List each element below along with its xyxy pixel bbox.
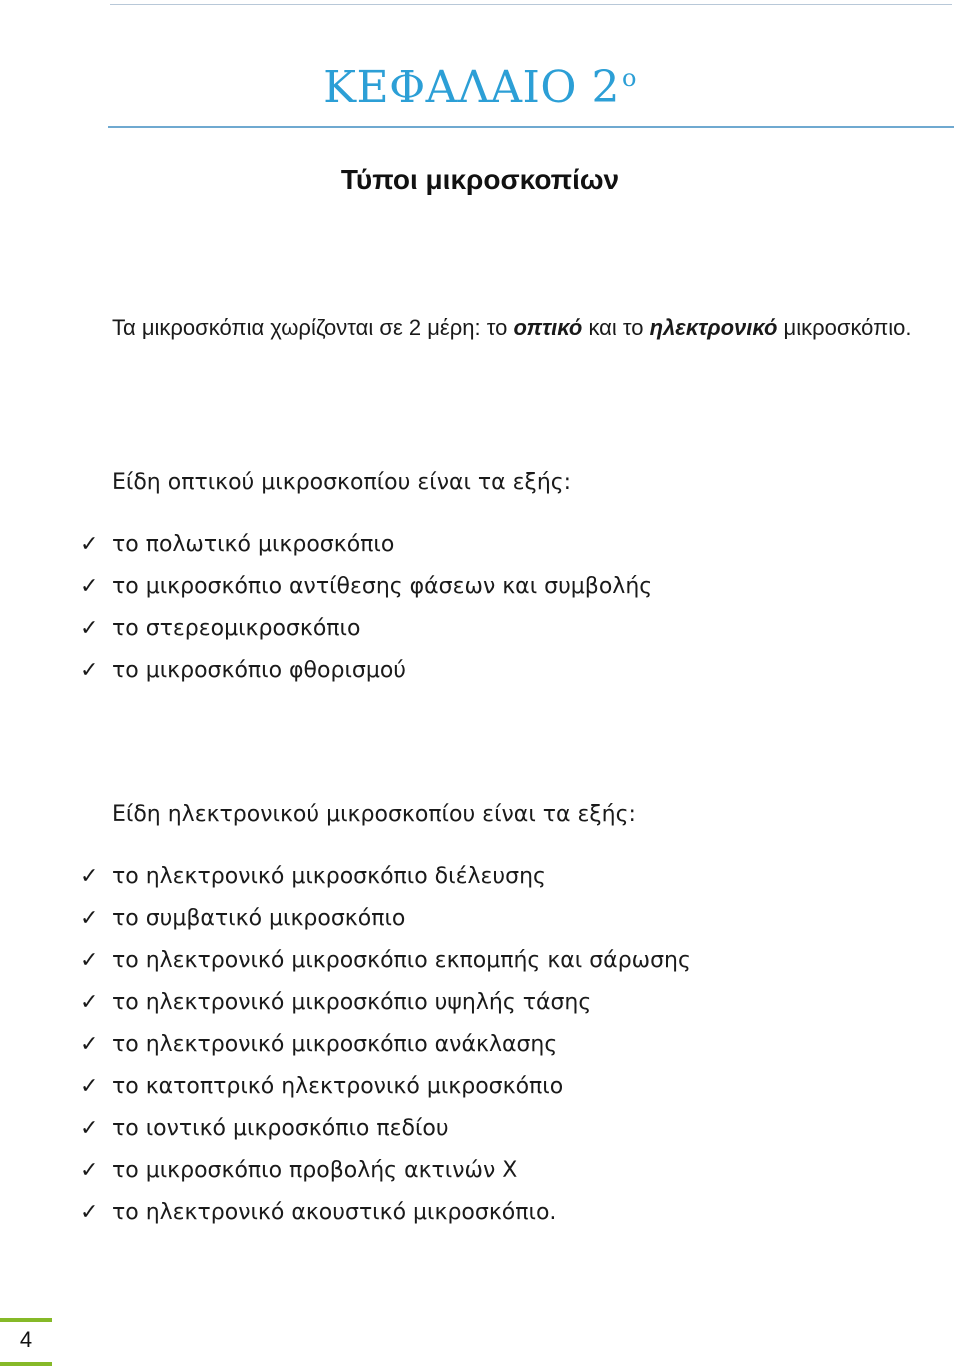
list-item bbox=[80, 982, 691, 1024]
intro-electronic: ηλεκτρονικό bbox=[649, 315, 778, 340]
list-item-label: το μικροσκόπιο αντίθεσης φάσεων και συμβολής bbox=[112, 574, 653, 599]
list-item bbox=[80, 1150, 691, 1192]
check-icon: ✓ bbox=[80, 990, 99, 1015]
check-icon: ✓ bbox=[80, 906, 99, 931]
page-number: 4 bbox=[19, 1327, 33, 1352]
electron-types-heading: Είδη ηλεκτρονικού μικροσκοπίου είναι τα εξής: bbox=[112, 802, 636, 827]
check-icon: ✓ bbox=[80, 1200, 99, 1225]
list-item-label: το μικροσκόπιο φθορισμού bbox=[112, 658, 407, 683]
intro-optical: οπτικό bbox=[513, 315, 583, 340]
intro-text-before: Τα μικροσκόπια χωρίζονται σε 2 μέρη: το bbox=[112, 315, 514, 340]
list-item bbox=[80, 650, 652, 692]
list-item-label: το ιοντικό μικροσκόπιο πεδίου bbox=[112, 1116, 449, 1141]
list-item-label: το ηλεκτρονικό μικροσκόπιο εκπομπής και σάρωσης bbox=[112, 948, 691, 973]
chapter-title-text: ΚΕΦΑΛΑΙΟ 2 bbox=[323, 62, 620, 113]
list-item bbox=[80, 1108, 691, 1150]
check-icon: ✓ bbox=[80, 616, 99, 641]
list-item-label: το πολωτικό μικροσκόπιο bbox=[112, 532, 395, 557]
section-title: Τύποι μικροσκοπίων bbox=[340, 164, 620, 195]
chapter-title bbox=[0, 62, 960, 113]
intro-text-after: μικροσκόπιο. bbox=[777, 315, 912, 340]
list-item-label: το ηλεκτρονικό ακουστικό μικροσκόπιο. bbox=[112, 1200, 557, 1225]
check-icon: ✓ bbox=[80, 1032, 99, 1057]
chapter-superscript: ο bbox=[621, 64, 637, 92]
list-item-label: το στερεομικροσκόπιο bbox=[112, 616, 361, 641]
list-item bbox=[80, 898, 691, 940]
list-item-label: το συμβατικό μικροσκόπιο bbox=[112, 906, 406, 931]
list-item-label: το ηλεκτρονικό μικροσκόπιο υψηλής τάσης bbox=[112, 990, 592, 1015]
check-icon: ✓ bbox=[80, 948, 99, 973]
list-item bbox=[80, 856, 691, 898]
list-item bbox=[80, 608, 652, 650]
check-icon: ✓ bbox=[80, 1074, 99, 1099]
check-icon: ✓ bbox=[80, 574, 99, 599]
check-icon: ✓ bbox=[80, 658, 99, 683]
list-item-label: το κατοπτρικό ηλεκτρονικό μικροσκόπιο bbox=[112, 1074, 564, 1099]
intro-text-middle: και το bbox=[582, 315, 650, 340]
list-item-label: το μικροσκόπιο προβολής ακτινών Χ bbox=[112, 1158, 518, 1183]
electron-types-list bbox=[80, 856, 691, 1234]
list-item bbox=[80, 566, 652, 608]
list-item bbox=[80, 524, 652, 566]
list-item bbox=[80, 940, 691, 982]
title-rule bbox=[108, 126, 954, 128]
top-rule bbox=[110, 4, 952, 5]
list-item bbox=[80, 1024, 691, 1066]
optical-types-heading: Είδη οπτικού μικροσκοπίου είναι τα εξής: bbox=[112, 470, 572, 495]
check-icon: ✓ bbox=[80, 532, 99, 557]
optical-types-list bbox=[80, 524, 652, 692]
check-icon: ✓ bbox=[80, 1158, 99, 1183]
list-item bbox=[80, 1192, 691, 1234]
list-item-label: το ηλεκτρονικό μικροσκόπιο διέλευσης bbox=[112, 864, 546, 889]
list-item-label: το ηλεκτρονικό μικροσκόπιο ανάκλασης bbox=[112, 1032, 558, 1057]
intro-paragraph bbox=[112, 306, 942, 350]
check-icon: ✓ bbox=[80, 1116, 99, 1141]
list-item bbox=[80, 1066, 691, 1108]
check-icon: ✓ bbox=[80, 864, 99, 889]
